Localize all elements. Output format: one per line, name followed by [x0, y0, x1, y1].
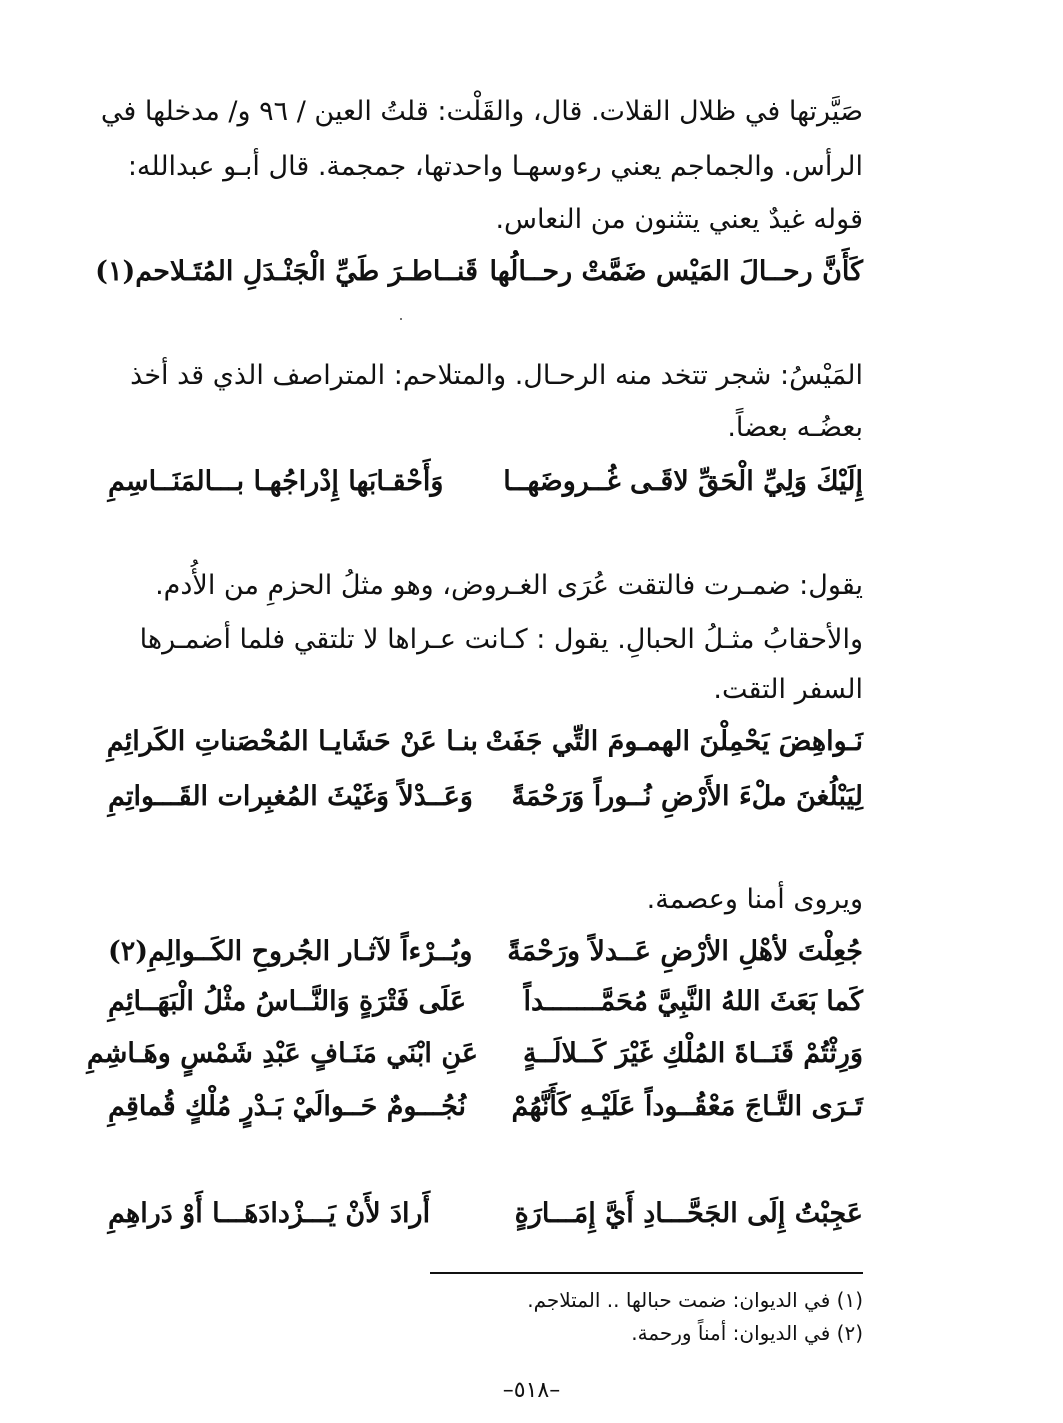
verse-second-hemistich: عَنِ ابْنَي مَنَـافٍ عَبْدِ شَمْسٍ وهَـاشِمِ	[86, 1038, 478, 1069]
body-line: والأحقابُ مثـلُ الحبالِ. يقول : كـانت عـراها لا تلتقي فلما أضمـرها	[139, 624, 863, 655]
verse-first-hemistich: لِيَبْلُغنَ ملْءَ الأَرْضِ نُــوراً وَرَحْمَةً	[511, 781, 863, 812]
body-line: يقول: ضمـرت فالتقت عُرَى الغـروض، وهو مثلُ الحزمِ من الأُدم.	[155, 570, 863, 601]
body-line: بعضُـه بعضاً.	[727, 412, 863, 443]
verse-line	[108, 775, 863, 819]
verse-line	[108, 720, 863, 764]
verse-line	[95, 250, 863, 294]
verse-first-hemistich: جُعِلْتَ لأهْلِ الأرْضِ عَــدلاً ورَحْمَةً	[507, 936, 863, 967]
verse-second-hemistich: عَلَى فَتْرَةٍ وَالنَّــاسُ مثْلُ الْبَهَــائِمِ	[108, 986, 467, 1017]
verse-line	[86, 1032, 863, 1076]
footnote: (٢) في الديوان: أمناً ورحمة.	[631, 1321, 863, 1345]
body-line: صَيَّرتها في ظلال القلات. قال، والقَلْت: قلتُ العين / ٩٦ و/ مدخلها في	[100, 96, 863, 127]
stray-dot	[400, 318, 402, 320]
verse-first-hemistich: نَـواهِضَ يَحْمِلْنَ الهمـومَ التِّي جَفَتْ	[485, 726, 863, 757]
body-line: قوله غيدٌ يعني يتثنون من النعاس.	[495, 204, 863, 235]
body-line: السفر التقت.	[713, 674, 863, 705]
verse-second-hemistich: وَأَحْقـابَها إِدْراجُهـا بـــالمَنَــاسِمِ	[108, 466, 444, 497]
verse-second-hemistich: وَعَــدْلاً وَغَيْثَ المُغبِرات القَـــواتِمِ	[108, 781, 473, 812]
verse-first-hemistich: تَـرَى التَّـاجَ مَعْقُــوداً عَلَيْـهِ كَأَنَّهُمْ	[511, 1091, 863, 1122]
verse-first-hemistich: كَأَنَّ رحــالَ المَيْس ضَمَّتْ رحــالُها	[489, 256, 863, 287]
verse-first-hemistich: عَجِبْتُ إِلَى الجَحَّـــادِ أَيَّ إِمَـــارَةٍ	[514, 1198, 863, 1229]
verse-first-hemistich: إِلَيْكَ وَلِيِّ الْحَقِّ لاقَـى غُــروضَهــا	[503, 466, 863, 497]
page-number: –٥١٨–	[502, 1378, 561, 1403]
verse-line	[108, 1085, 863, 1129]
body-line: ويروى أمنا وعصمة.	[646, 884, 863, 915]
verse-line	[108, 930, 863, 974]
footnote: (١) في الديوان: ضمت حبالها .. المتلاجم.	[527, 1288, 863, 1312]
body-line: الرأس. والجماجم يعني رءوسهـا واحدتها، جمجمة. قال أبـو عبدالله:	[127, 151, 863, 182]
body-line: المَيْسُ: شجر تتخد منه الرحـال. والمتلاحم: المتراصف الذي قد أخذ	[130, 360, 863, 391]
verse-line	[108, 1192, 863, 1236]
verse-first-hemistich: كَما بَعَثَ اللهُ النَّبِيَّ مُحَمَّـــــــداً	[523, 986, 863, 1017]
verse-second-hemistich: وبُــرْءاً لآثـار الجُروحِ الكَــوالِمِ(٢)	[108, 936, 473, 967]
verse-second-hemistich: نُجُـــومٌ حَــوالَيْ بَـدْرٍ مُلْكٍ قُماقِمِ	[108, 1091, 467, 1122]
verse-first-hemistich: وَرِثْتُمْ قَنَــاةَ المُلْكِ غَيْرَ كَــلالَــةٍ	[522, 1038, 863, 1069]
verse-second-hemistich: بنـا عَنْ حَشَايـا المُحْصَناتِ الكَرائِمِ	[106, 726, 478, 757]
footnote-separator	[430, 1272, 863, 1274]
verse-second-hemistich: قَنــاطـرَ طَيِّ الْجَنْـدَلِ المُتَـلاحم(١)	[95, 256, 478, 287]
verse-line	[108, 980, 863, 1024]
verse-line	[108, 460, 863, 504]
verse-second-hemistich: أَرادَ لأَنْ يَـــزْدادَهَـــا أَوْ دَراهِمِ	[108, 1198, 431, 1229]
